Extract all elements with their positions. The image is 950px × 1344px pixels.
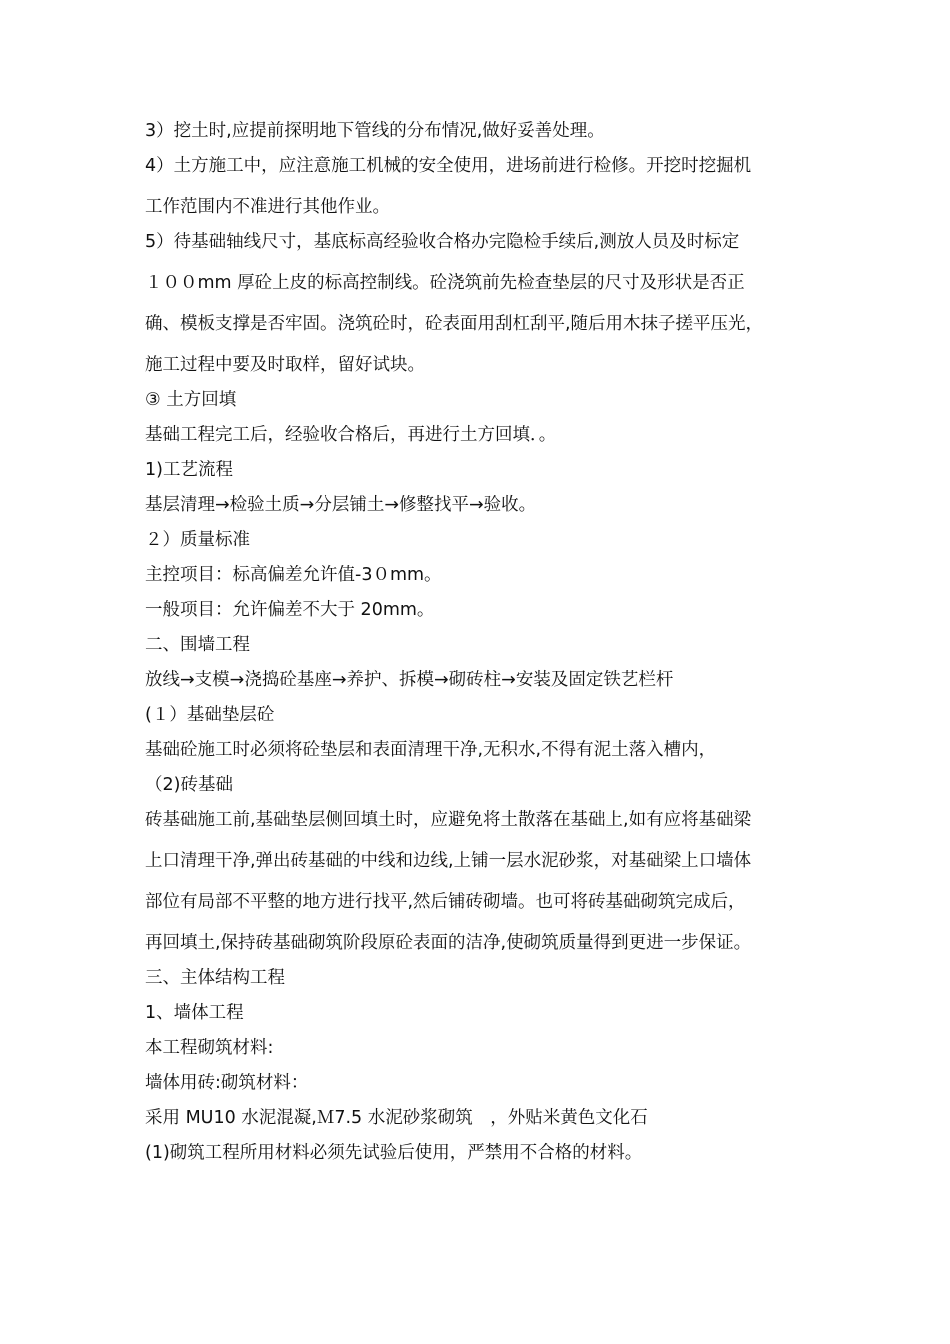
text-line: 施工过程中要及时取样，留好试块。 (145, 355, 425, 375)
text-line: 砖基础施工前,基础垫层侧回填土时，应避免将土散落在基础上,如有应将基础梁 (145, 810, 752, 830)
document-body (145, 121, 815, 1163)
text-line: 一般项目：允许偏差不大于 20mm。 (145, 600, 435, 620)
text-line: 部位有局部不平整的地方进行找平,然后铺砖砌墙。也可将砖基础砌筑完成后， (145, 892, 746, 912)
section-heading: 二、围墙工程 (145, 635, 250, 655)
text-line: 基层清理→检验土质→分层铺土→修整找平→验收。 (145, 495, 537, 515)
text-line: 5）待基础轴线尺寸，基底标高经验收合格办完隐检手续后,测放人员及时标定 (145, 232, 740, 252)
section-heading: 三、主体结构工程 (145, 968, 285, 988)
text-line: １００mm 厚砼上皮的标高控制线。砼浇筑前先检查垫层的尺寸及形状是否正 (145, 273, 745, 293)
subsection-heading: (１）基础垫层砼 (145, 705, 275, 725)
text-line: 主控项目：标高偏差允许值-3０mm。 (145, 565, 442, 585)
text-line: 再回填土,保持砖基础砌筑阶段原砼表面的洁净,使砌筑质量得到更进一步保证。 (145, 933, 752, 953)
subsection-heading: 1、墙体工程 (145, 1003, 244, 1023)
text-line: 本工程砌筑材料: (145, 1038, 274, 1058)
text-line: 基础砼施工时必须将砼垫层和表面清理干净,无积水,不得有泥土落入槽内， (145, 740, 717, 760)
text-line: 确、模板支撑是否牢固。浇筑砼时，砼表面用刮杠刮平,随后用木抹子搓平压光， (145, 314, 764, 334)
section-heading: ③ 土方回填 (145, 390, 237, 410)
text-line: 4）土方施工中，应注意施工机械的安全使用，进场前进行检修。开挖时挖掘机 (145, 156, 752, 176)
subsection-heading: （2)砖基础 (145, 775, 233, 795)
text-line: 放线→支模→浇捣砼基座→养护、拆模→砌砖柱→安装及固定铁艺栏杆 (145, 670, 674, 690)
subsection-heading: ２）质量标准 (145, 530, 250, 550)
text-line: 采用 MU10 水泥混凝,Ｍ7.5 水泥砂浆砌筑 ，外贴米黄色文化石 (145, 1108, 648, 1128)
text-line: 3）挖土时,应提前探明地下管线的分布情况,做好妥善处理。 (145, 121, 605, 141)
text-line: 工作范围内不准进行其他作业。 (145, 197, 390, 217)
text-line: 上口清理干净,弹出砖基础的中线和边线,上铺一层水泥砂浆，对基础梁上口墙体 (145, 851, 752, 871)
text-line: (1)砌筑工程所用材料必须先试验后使用，严禁用不合格的材料。 (145, 1143, 643, 1163)
subsection-heading: 1)工艺流程 (145, 460, 233, 480)
text-line: 墙体用砖:砌筑材料： (145, 1073, 309, 1093)
text-line: 基础工程完工后，经验收合格后，再进行土方回填．。 (145, 425, 557, 445)
